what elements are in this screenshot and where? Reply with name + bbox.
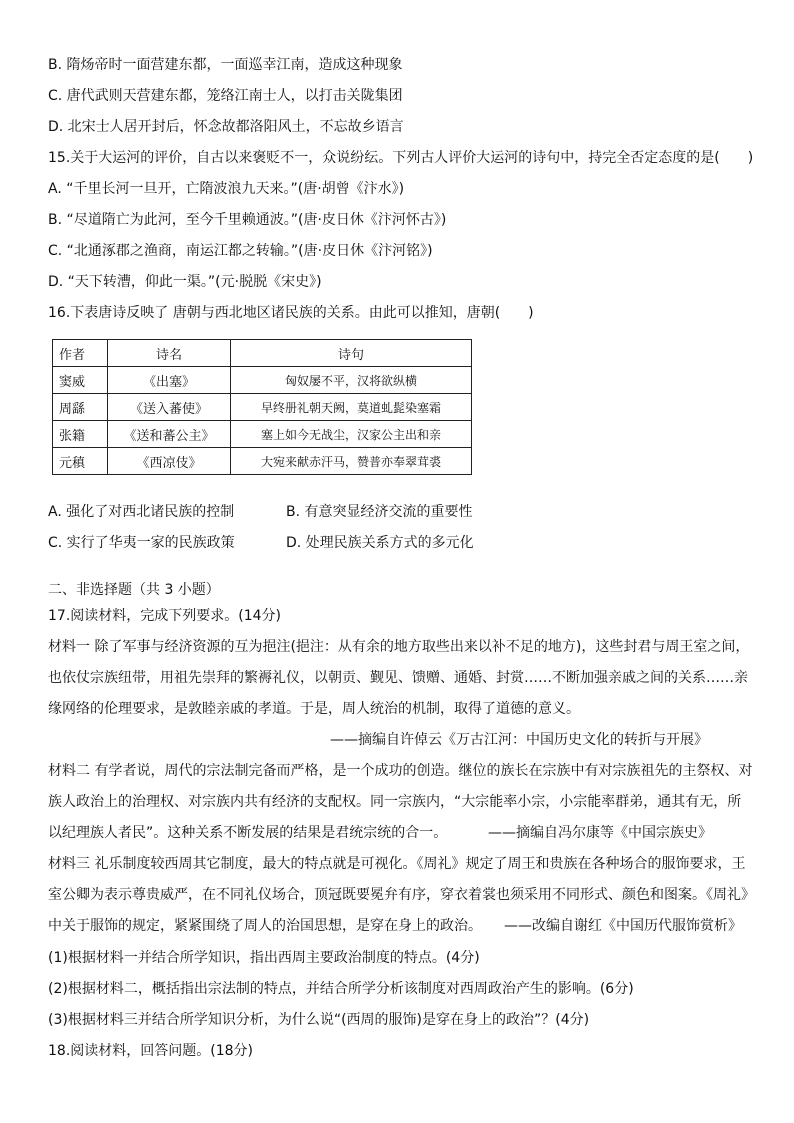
table-header-cell: 诗名 [108,340,231,367]
q17-subquestion-1: (1)根据材料一并结合所学知识，指出西周主要政治制度的特点。(4分) [48,950,480,966]
q14-option-b: B. 隋炀帝时一面营建东都，一面巡幸江南，造成这种现象 [48,57,403,73]
q15-option-b: B. “尽道隋亡为此河，至今千里赖通波。”(唐·皮日休《汴河怀古》) [48,212,447,228]
table-cell: 周繇 [53,394,108,421]
table-row [53,421,472,448]
q15-option-c: C. “北通涿郡之渔商，南运江都之转输。”(唐·皮日休《汴河铭》) [48,243,433,259]
q16-option-d: D. 处理民族关系方式的多元化 [286,535,474,551]
material-2-line: 以纪理族人者民”。这种关系不断发展的结果是君统宗统的合一。 [48,825,448,841]
q15-option-a: A. “千里长河一旦开，亡隋波浪九天来。”(唐·胡曾《汴水》) [48,181,405,197]
q14-option-c: C. 唐代武则天营建东都，笼络江南士人，以打击关陇集团 [48,88,403,104]
q16-option-c: C. 实行了华夷一家的民族政策 [48,535,235,551]
table-row [53,367,472,394]
table-header-cell: 作者 [53,340,108,367]
table-header-cell: 诗句 [231,340,472,367]
poem-table [52,339,472,475]
q17-subquestion-3: (3)根据材料三并结合所学知识分析，为什么说“(西周的服饰)是穿在身上的政治”？(4分) [48,1012,590,1028]
table-row [53,448,472,475]
material-2-line: 族人政治上的治理权、对宗族内共有经济的支配权。同一宗族内，“大宗能率小宗，小宗能率群弟，通其有无，所 [48,794,742,810]
material-1-source: ——摘编自许倬云《万古江河：中国历史文化的转折与开展》 [330,732,708,748]
table-cell: 元稹 [53,448,108,475]
q15-option-d: D. “天下转漕，仰此一渠。”(元·脱脱《宋史》) [48,274,322,290]
material-2-source: ——摘编自冯尔康等《中国宗族史》 [488,825,712,841]
material-3-line: 材料三 礼乐制度较西周其它制度，最大的特点就是可视化。《周礼》规定了周王和贵族在各种场合的服饰要求，王 [48,856,746,872]
table-cell: 《出塞》 [108,367,231,394]
material-3-line: 室公卿为表示尊贵威严，在不同礼仪场合，顶冠既要冕弁有序，穿衣着裳也须采用不同形式、颜色和图案。《周礼》 [48,887,755,903]
table-cell: 早终册礼朝天阙，莫道虬髭染塞霜 [231,394,472,421]
section-title: 二、非选择题（共 3 小题） [48,582,220,598]
q18-stem: 18.阅读材料，回答问题。(18分) [48,1043,254,1059]
table-row [53,394,472,421]
material-1-line: 也依仗宗族纽带，用祖先崇拜的繁褥礼仪，以朝贡、觐见、馈赠、通婚、封赏……不断加强亲戚之间的关系……亲 [48,670,748,686]
material-1-line: 材料一 除了军事与经济资源的互为挹注(挹注：从有余的地方取些出来以补不足的地方)，这些封君与周王室之间， [48,639,750,655]
material-1-line: 缘网络的伦理要求，是敦睦亲戚的孝道。于是，周人统治的机制，取得了道德的意义。 [48,701,580,717]
table-cell: 《西凉伎》 [108,448,231,475]
table-cell: 匈奴屡不平，汉将欲纵横 [231,367,472,394]
table-cell: 塞上如今无战尘，汉家公主出和亲 [231,421,472,448]
q17-stem: 17.阅读材料，完成下列要求。(14分) [48,608,282,624]
q14-option-d: D. 北宋士人居开封后，怀念故都洛阳风土，不忘故乡语言 [48,119,404,135]
material-2-line: 材料二 有学者说，周代的宗法制完备而严格，是一个成功的创造。继位的族长在宗族中有对宗族祖先的主祭权、对 [48,763,753,779]
q16-option-b: B. 有意突显经济交流的重要性 [286,504,473,520]
q16-stem: 16.下表唐诗反映了 唐朝与西北地区诸民族的关系。由此可以推知，唐朝( ) [48,305,534,321]
q15-stem: 15.关于大运河的评价，自古以来褒贬不一，众说纷纭。下列古人评价大运河的诗句中，持完全否定态度的是( ) [48,150,754,166]
material-3-source: ——改编自谢红《中国历代服饰赏析》 [504,918,742,934]
q16-option-a: A. 强化了对西北诸民族的控制 [48,504,235,520]
table-cell: 《送入蕃使》 [108,394,231,421]
table-header-row [53,340,472,367]
table-cell: 张籍 [53,421,108,448]
table-cell: 《送和蕃公主》 [108,421,231,448]
q17-subquestion-2: (2)根据材料二，概括指出宗法制的特点，并结合所学分析该制度对西周政治产生的影响。(6分) [48,981,634,997]
table-cell: 窦威 [53,367,108,394]
table-cell: 大宛来献赤汗马，赞普亦奉翠茸裘 [231,448,472,475]
material-3-line: 中关于服饰的规定，紧紧围绕了周人的治国思想，是穿在身上的政治。 [48,918,482,934]
